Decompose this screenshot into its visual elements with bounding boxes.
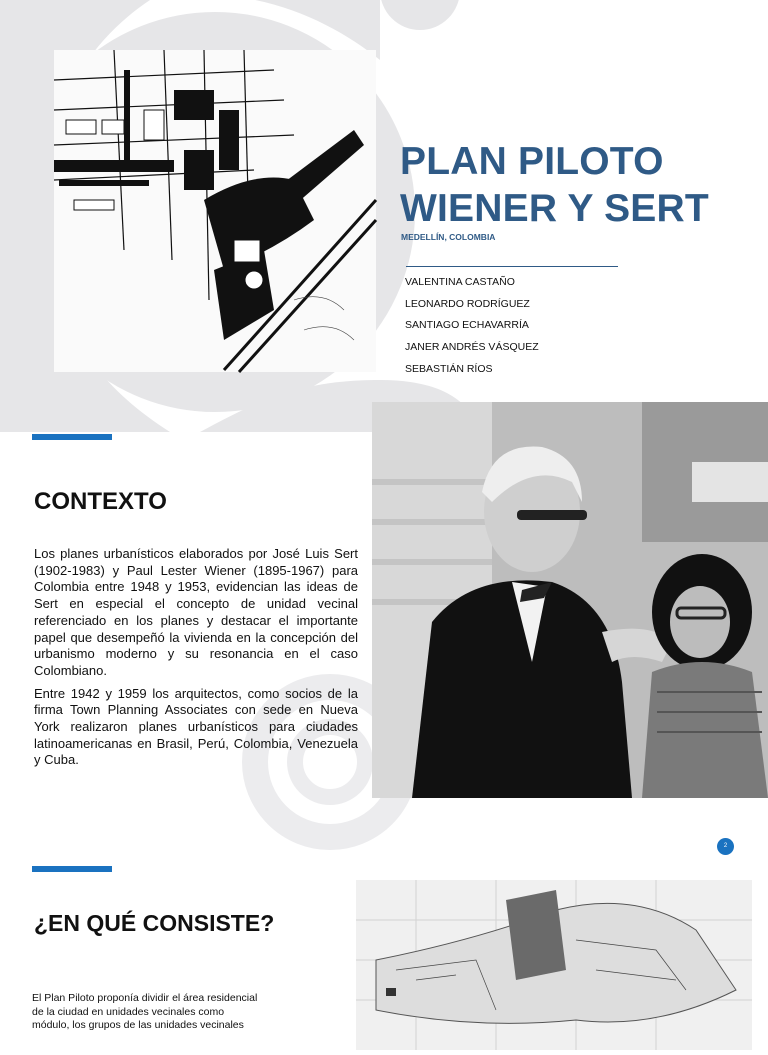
context-paragraph-1: Los planes urbanísticos elaborados por José Luis Sert (1902-1983) y Paul Lester Wiener (1895-1967) para Colombia entre 1948 y 1953, evidencian las ideas de Sert en especial el concepto de unidad vecinal referenciado en los planes y destacar el importante papel que desempeñó la vivienda en la concepción del urbanismo moderno y su resonancia en el caso Colombiano. [34,546,358,678]
photo-illustration [372,402,768,798]
section-accent-bar [32,434,112,440]
city-map-image [356,880,752,1050]
urban-plan-drawing [54,50,376,372]
title-line-2: WIENER Y SERT [400,187,709,230]
author-name: VALENTINA CASTAÑO [405,276,515,288]
context-slide [0,432,768,864]
author-name: LEONARDO RODRÍGUEZ [405,297,530,310]
location-subtitle: MEDELLÍN, COLOMBIA [401,232,496,242]
city-map-drawing [356,880,752,1050]
context-body [34,546,358,775]
authors-list [405,272,539,381]
title-line-1: PLAN PILOTO [400,140,664,183]
author-name: SANTIAGO ECHAVARRÍA [405,319,529,332]
what-it-consists-slide [0,864,768,1031]
title-divider [406,266,618,267]
context-paragraph-2: Entre 1942 y 1959 los arquitectos, como socios de la firma Town Planning Associates con sede en Nueva York realizaron planes urbanísticos para ciudades latinoamericanas en Brasil, Perú, Colombia, Venezuela y Cuba. [34,685,358,768]
section-heading: ¿EN QUÉ CONSISTE? [34,910,275,936]
architects-photo [372,402,768,798]
page-number-badge: 2 [717,838,734,855]
consists-text-line: de la ciudad en unidades vecinales como [32,1005,225,1018]
author-name: JANER ANDRÉS VÁSQUEZ [405,341,539,354]
title-slide [0,0,768,432]
consists-text-line: El Plan Piloto proponía dividir el área residencial [32,992,258,1004]
consists-body [32,992,284,1033]
city-plan-map-image [54,50,376,372]
consists-text-line: módulo, los grupos de las unidades vecinales [32,1019,244,1031]
section-heading: CONTEXTO [34,488,167,515]
section-accent-bar [32,866,112,872]
author-name: SEBASTIÁN RÍOS [405,362,493,375]
presentation-title [400,138,740,232]
